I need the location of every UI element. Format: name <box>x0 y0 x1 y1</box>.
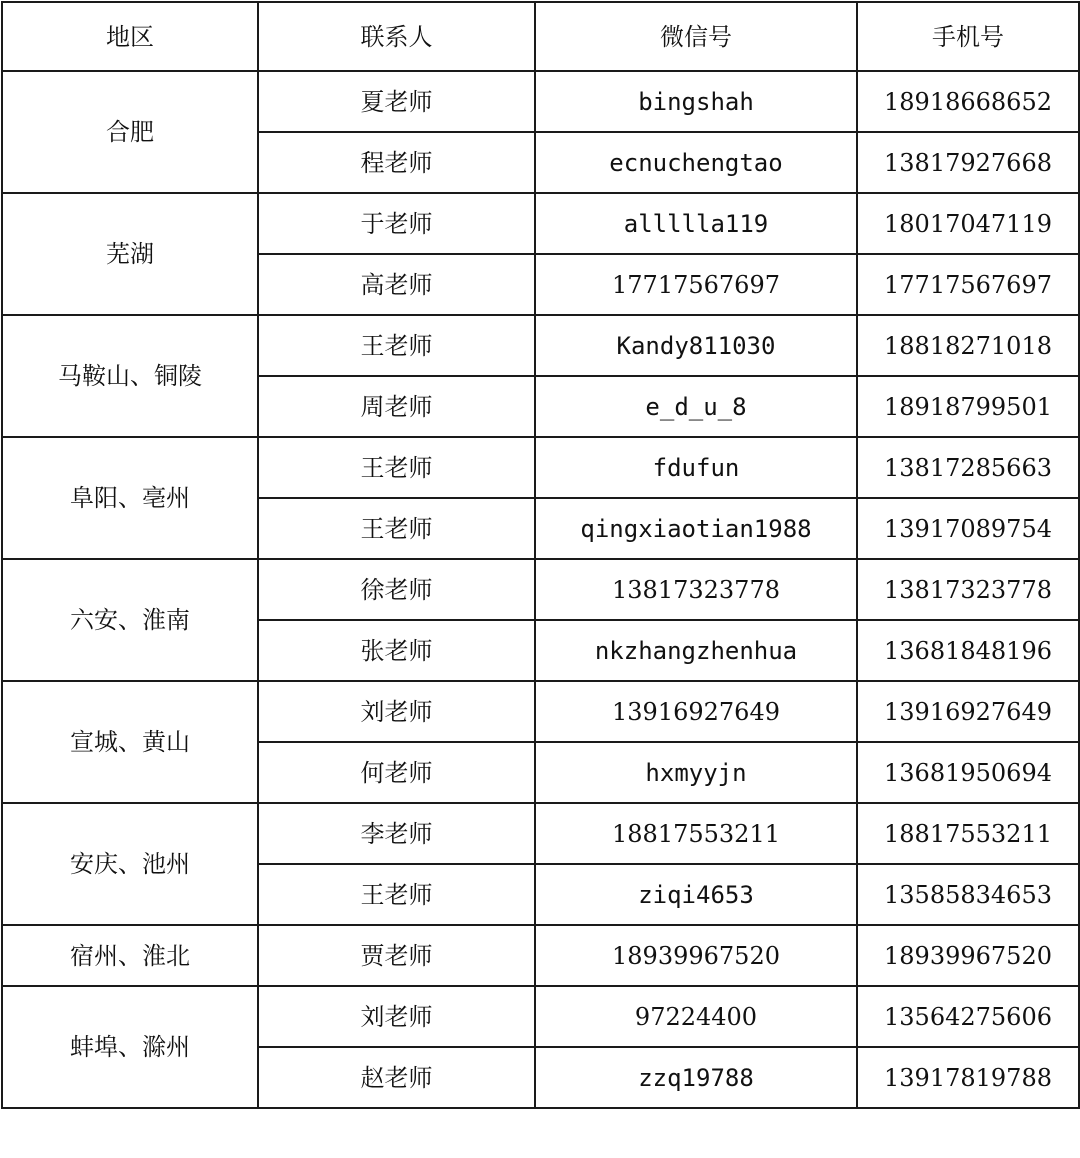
contact-cell: 徐老师 <box>258 559 535 620</box>
header-region: 地区 <box>2 2 258 71</box>
contact-cell: 王老师 <box>258 498 535 559</box>
contact-cell: 周老师 <box>258 376 535 437</box>
wechat-cell: fdufun <box>535 437 857 498</box>
region-cell: 蚌埠、滁州 <box>2 986 258 1108</box>
contact-cell: 夏老师 <box>258 71 535 132</box>
phone-cell: 18939967520 <box>857 925 1079 986</box>
contacts-table-body <box>2 2 1079 1108</box>
wechat-cell: Kandy811030 <box>535 315 857 376</box>
phone-cell: 13817285663 <box>857 437 1079 498</box>
header-phone: 手机号 <box>857 2 1079 71</box>
phone-cell: 13917089754 <box>857 498 1079 559</box>
phone-cell: 18818271018 <box>857 315 1079 376</box>
contact-cell: 贾老师 <box>258 925 535 986</box>
contact-cell: 赵老师 <box>258 1047 535 1108</box>
wechat-cell: 13916927649 <box>535 681 857 742</box>
contact-cell: 刘老师 <box>258 986 535 1047</box>
contact-cell: 何老师 <box>258 742 535 803</box>
phone-cell: 13585834653 <box>857 864 1079 925</box>
wechat-cell: ziqi4653 <box>535 864 857 925</box>
region-cell: 宣城、黄山 <box>2 681 258 803</box>
region-cell: 合肥 <box>2 71 258 193</box>
wechat-cell: ecnuchengtao <box>535 132 857 193</box>
contact-cell: 王老师 <box>258 864 535 925</box>
table-row <box>2 559 1079 620</box>
header-wechat: 微信号 <box>535 2 857 71</box>
wechat-cell: 17717567697 <box>535 254 857 315</box>
table-row <box>2 71 1079 132</box>
contacts-table <box>1 1 1080 1109</box>
contact-cell: 刘老师 <box>258 681 535 742</box>
contact-cell: 李老师 <box>258 803 535 864</box>
phone-cell: 13681950694 <box>857 742 1079 803</box>
contact-cell: 于老师 <box>258 193 535 254</box>
region-cell: 马鞍山、铜陵 <box>2 315 258 437</box>
phone-cell: 13564275606 <box>857 986 1079 1047</box>
table-row <box>2 681 1079 742</box>
phone-cell: 18918668652 <box>857 71 1079 132</box>
region-cell: 六安、淮南 <box>2 559 258 681</box>
wechat-cell: 13817323778 <box>535 559 857 620</box>
wechat-cell: bingshah <box>535 71 857 132</box>
header-contact: 联系人 <box>258 2 535 71</box>
wechat-cell: 97224400 <box>535 986 857 1047</box>
wechat-cell: nkzhangzhenhua <box>535 620 857 681</box>
contact-cell: 张老师 <box>258 620 535 681</box>
table-row <box>2 803 1079 864</box>
phone-cell: 13817323778 <box>857 559 1079 620</box>
table-row <box>2 437 1079 498</box>
phone-cell: 18017047119 <box>857 193 1079 254</box>
wechat-cell: zzq19788 <box>535 1047 857 1108</box>
contact-cell: 王老师 <box>258 315 535 376</box>
phone-cell: 13817927668 <box>857 132 1079 193</box>
phone-cell: 13917819788 <box>857 1047 1079 1108</box>
table-row <box>2 193 1079 254</box>
contact-cell: 程老师 <box>258 132 535 193</box>
phone-cell: 17717567697 <box>857 254 1079 315</box>
phone-cell: 18918799501 <box>857 376 1079 437</box>
region-cell: 芜湖 <box>2 193 258 315</box>
wechat-cell: 18939967520 <box>535 925 857 986</box>
table-row <box>2 315 1079 376</box>
contact-cell: 王老师 <box>258 437 535 498</box>
region-cell: 安庆、池州 <box>2 803 258 925</box>
table-row <box>2 986 1079 1047</box>
wechat-cell: allllla119 <box>535 193 857 254</box>
header-row <box>2 2 1079 71</box>
phone-cell: 13681848196 <box>857 620 1079 681</box>
wechat-cell: hxmyyjn <box>535 742 857 803</box>
region-cell: 阜阳、亳州 <box>2 437 258 559</box>
wechat-cell: qingxiaotian1988 <box>535 498 857 559</box>
phone-cell: 13916927649 <box>857 681 1079 742</box>
wechat-cell: 18817553211 <box>535 803 857 864</box>
region-cell: 宿州、淮北 <box>2 925 258 986</box>
contact-cell: 高老师 <box>258 254 535 315</box>
table-row <box>2 925 1079 986</box>
phone-cell: 18817553211 <box>857 803 1079 864</box>
wechat-cell: e_d_u_8 <box>535 376 857 437</box>
